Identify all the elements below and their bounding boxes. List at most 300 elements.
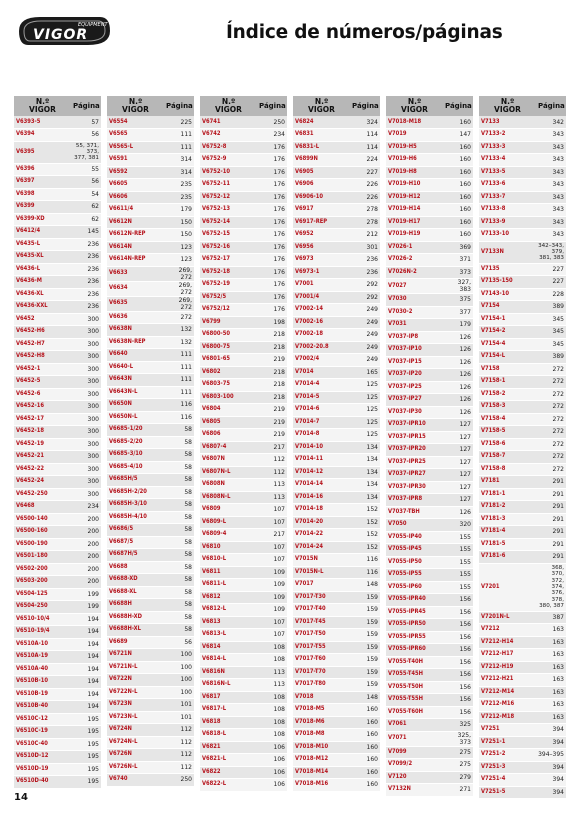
part-number-cell: V7014-24 (293, 541, 350, 554)
table-row (14, 326, 101, 339)
page-cell: 155 (443, 569, 473, 582)
page-cell: 377 (443, 306, 473, 319)
page-cell: 56 (71, 129, 101, 142)
part-number-cell: V7019-H12 (386, 191, 443, 204)
part-number-cell: V7055-IP40 (386, 531, 443, 544)
table-row (386, 456, 473, 469)
page-cell: 176 (257, 216, 287, 229)
page-cell: 101 (164, 711, 194, 724)
table-row (200, 729, 287, 742)
table-row (386, 154, 473, 167)
page-cell: 176 (257, 141, 287, 154)
table-row (293, 366, 380, 379)
table-row (14, 501, 101, 514)
part-number-cell: V6807N-L (200, 466, 257, 479)
table-row (386, 356, 473, 369)
page-cell: 176 (257, 266, 287, 279)
part-number-cell: V7037-IPR10 (386, 419, 443, 432)
table-row (200, 391, 287, 404)
table-row (386, 369, 473, 382)
page-cell: 108 (257, 654, 287, 667)
table-row (14, 276, 101, 289)
table-row (107, 536, 194, 549)
part-number-cell: V6685H-3/10 (107, 499, 164, 512)
part-number-cell: V6510-19/4 (14, 626, 71, 639)
page-cell: 126 (443, 344, 473, 357)
page-cell: 249 (350, 341, 380, 354)
part-number-cell: V7001/4 (293, 291, 350, 304)
page-cell: 58 (164, 561, 194, 574)
page-cell: 194 (71, 676, 101, 689)
part-number-cell: V6611/4 (107, 204, 164, 217)
part-number-cell: V7017-T45 (293, 616, 350, 629)
page-cell: 126 (443, 506, 473, 519)
page-cell: 56 (71, 176, 101, 189)
page-cell: 148 (350, 691, 380, 704)
table-row (200, 279, 287, 292)
page-cell: 218 (257, 366, 287, 379)
page-cell: 278 (350, 204, 380, 217)
table-row (293, 254, 380, 267)
part-number-cell: V6811 (200, 566, 257, 579)
part-number-cell: V6688-XL (107, 586, 164, 599)
index-column (386, 96, 473, 799)
page-cell: 249 (350, 316, 380, 329)
table-row (293, 591, 380, 604)
page-cell: 342–343, 379, 381, 383 (536, 241, 566, 263)
part-number-cell: V7055-T50H (386, 681, 443, 694)
part-number-cell: V6688H-XD (107, 611, 164, 624)
table-row (386, 319, 473, 332)
table-row (386, 719, 473, 732)
page-cell: 156 (443, 644, 473, 657)
index-column (293, 96, 380, 799)
table-row (386, 204, 473, 217)
part-number-cell: V6393-5 (14, 116, 71, 129)
page-cell: 275 (443, 746, 473, 759)
part-number-cell: V7019-H10 (386, 179, 443, 192)
part-number-cell: V7251-5 (479, 786, 536, 799)
table-row (14, 638, 101, 651)
table-row (200, 416, 287, 429)
part-number-cell: V6638N-REP (107, 336, 164, 349)
page-cell: 394 (536, 761, 566, 774)
part-number-cell: V7014-6 (293, 404, 350, 417)
table-row (386, 141, 473, 154)
part-number-cell: V7154-4 (479, 338, 536, 351)
table-row (479, 661, 566, 674)
part-number-cell: V7030 (386, 294, 443, 307)
part-number-cell: V7133-5 (479, 166, 536, 179)
table-row (14, 288, 101, 301)
page-cell: 300 (71, 338, 101, 351)
table-row (200, 479, 287, 492)
part-number-cell: V7212 (479, 624, 536, 637)
part-number-cell: V6500-190 (14, 538, 71, 551)
part-number-cell: V7133N (479, 241, 536, 263)
page-cell: 394 (536, 736, 566, 749)
table-row (293, 379, 380, 392)
part-number-cell: V6640-L (107, 361, 164, 374)
table-row (386, 394, 473, 407)
page-cell: 108 (257, 641, 287, 654)
page-cell: 291 (536, 476, 566, 489)
page-cell: 200 (71, 513, 101, 526)
page-cell: 109 (257, 579, 287, 592)
table-row (107, 116, 194, 129)
page-cell: 212 (350, 229, 380, 242)
part-number-cell: V6502-200 (14, 563, 71, 576)
part-number-cell: V7120 (386, 771, 443, 784)
table-row (107, 499, 194, 512)
svg-text:VIGOR: VIGOR (33, 27, 89, 43)
part-number-cell: V7158-7 (479, 451, 536, 464)
table-row (386, 706, 473, 719)
part-number-cell: V6800-75 (200, 341, 257, 354)
page-cell: 109 (257, 604, 287, 617)
page-cell: 198 (257, 316, 287, 329)
page-cell: 58 (164, 424, 194, 437)
page-cell: 152 (350, 529, 380, 542)
table-row (386, 431, 473, 444)
page-cell: 160 (443, 179, 473, 192)
page-cell: 165 (350, 366, 380, 379)
page-cell: 200 (71, 563, 101, 576)
table-row (386, 656, 473, 669)
part-number-cell: V6799 (200, 316, 257, 329)
table-row (293, 466, 380, 479)
part-number-cell: V6812-L (200, 604, 257, 617)
part-number-cell: V6397 (14, 176, 71, 189)
table-row (14, 476, 101, 489)
part-number-cell: V7133-6 (479, 179, 536, 192)
page-cell: 134 (350, 479, 380, 492)
table-row (293, 529, 380, 542)
table-row (386, 669, 473, 682)
page-cell: 389 (536, 351, 566, 364)
page-cell: 218 (257, 391, 287, 404)
page-cell: 111 (164, 386, 194, 399)
part-number-cell: V6395 (14, 141, 71, 163)
part-number-cell: V6592 (107, 166, 164, 179)
part-number-cell: V7055-T45H (386, 669, 443, 682)
table-row (293, 741, 380, 754)
page-cell: 148 (350, 579, 380, 592)
table-row (107, 636, 194, 649)
part-number-cell: V7212-M18 (479, 711, 536, 724)
table-row (293, 679, 380, 692)
page-cell: 272 (536, 438, 566, 451)
table-row (200, 366, 287, 379)
table-row (107, 179, 194, 192)
table-row (107, 191, 194, 204)
table-row (200, 541, 287, 554)
part-number-cell: V7037-IP10 (386, 344, 443, 357)
part-number-cell: V6638N (107, 324, 164, 337)
table-row (107, 736, 194, 749)
page-cell: 160 (443, 166, 473, 179)
table-row (107, 166, 194, 179)
index-column (200, 96, 287, 799)
table-row (479, 154, 566, 167)
page-cell: 300 (71, 326, 101, 339)
part-number-cell: V6510D-40 (14, 776, 71, 789)
page-cell: 160 (443, 229, 473, 242)
part-number-cell: V6510B-19 (14, 688, 71, 701)
part-number-cell: V6412/4 (14, 226, 71, 239)
part-number-cell: V7037-IP20 (386, 369, 443, 382)
page-cell: 279 (443, 771, 473, 784)
part-number-cell: V6500-160 (14, 526, 71, 539)
table-row (293, 504, 380, 517)
table-row (293, 241, 380, 254)
page-header: Página (257, 96, 287, 116)
part-number-cell: V6805 (200, 416, 257, 429)
page-cell: 58 (164, 449, 194, 462)
part-number-cell: V7017-T40 (293, 604, 350, 617)
part-number-cell: V7018 (293, 691, 350, 704)
part-number-cell: V7017-T55 (293, 641, 350, 654)
part-number-cell: V6452-250 (14, 488, 71, 501)
part-number-cell: V7158 (479, 363, 536, 376)
part-number-cell: V6605 (107, 179, 164, 192)
table-row (107, 411, 194, 424)
part-number-cell: V6816N-L (200, 679, 257, 692)
page-cell: 300 (71, 388, 101, 401)
part-number-cell: V6452-19 (14, 438, 71, 451)
table-row (14, 763, 101, 776)
table-row (14, 313, 101, 326)
part-number-cell: V6452-H6 (14, 326, 71, 339)
part-number-cell: V6612N (107, 216, 164, 229)
page-cell: 194 (71, 613, 101, 626)
part-number-cell: V7037-IP25 (386, 381, 443, 394)
table-row (14, 551, 101, 564)
table-row (479, 141, 566, 154)
part-number-cell: V7133-8 (479, 204, 536, 217)
table-row (386, 531, 473, 544)
page-number: 14 (14, 792, 28, 803)
part-number-cell: V6822 (200, 766, 257, 779)
part-number-cell: V7212-H14 (479, 636, 536, 649)
page-cell: 145 (71, 226, 101, 239)
part-number-cell: V7014-7 (293, 416, 350, 429)
part-number-cell: V7026-1 (386, 241, 443, 254)
page-cell: 160 (443, 154, 473, 167)
part-number-cell: V7099 (386, 746, 443, 759)
table-row (107, 254, 194, 267)
table-row (479, 488, 566, 501)
table-row (200, 216, 287, 229)
table-row (293, 516, 380, 529)
part-number-cell: V6803-75 (200, 379, 257, 392)
page-cell: 269, 272 (164, 281, 194, 296)
page-cell: 159 (350, 654, 380, 667)
table-row (479, 179, 566, 192)
page-cell: 156 (443, 631, 473, 644)
table-row (293, 441, 380, 454)
table-row (200, 116, 287, 129)
page-cell: 106 (257, 741, 287, 754)
page-cell: 291 (536, 501, 566, 514)
page-cell: 156 (443, 594, 473, 607)
part-number-cell: V7019-H6 (386, 154, 443, 167)
part-number-cell: V6809-L (200, 516, 257, 529)
table-row (386, 519, 473, 532)
page-cell: 343 (536, 141, 566, 154)
page-cell: 218 (257, 341, 287, 354)
part-number-cell: V6636 (107, 311, 164, 324)
page-cell: 343 (536, 129, 566, 142)
table-row (386, 569, 473, 582)
part-number-cell: V6917-REP (293, 216, 350, 229)
page-cell: 160 (443, 191, 473, 204)
table-row (14, 663, 101, 676)
part-number-cell: V6640 (107, 349, 164, 362)
page-cell: 176 (257, 204, 287, 217)
part-number-cell: V6803-100 (200, 391, 257, 404)
table-row (479, 204, 566, 217)
page-cell: 292 (350, 279, 380, 292)
table-row (293, 191, 380, 204)
index-column (14, 96, 101, 799)
page-cell: 116 (164, 399, 194, 412)
part-number-cell: V7014 (293, 366, 350, 379)
page-cell: 113 (257, 679, 287, 692)
page-cell: 179 (164, 204, 194, 217)
page-cell: 272 (536, 401, 566, 414)
part-number-cell: V6752-17 (200, 254, 257, 267)
table-row (293, 479, 380, 492)
page-cell: 176 (257, 254, 287, 267)
page-cell: 58 (164, 549, 194, 562)
page-cell: 219 (257, 429, 287, 442)
page-cell: 194 (71, 651, 101, 664)
part-number-cell: V6814-L (200, 654, 257, 667)
table-row (14, 438, 101, 451)
part-number-cell: V6452-18 (14, 426, 71, 439)
table-row (107, 386, 194, 399)
table-row (293, 554, 380, 567)
page-cell: 176 (257, 166, 287, 179)
table-row (107, 324, 194, 337)
part-number-cell: V7133-7 (479, 191, 536, 204)
page-cell: 125 (350, 429, 380, 442)
table-row (293, 416, 380, 429)
page-cell: 218 (257, 329, 287, 342)
page-cell: 343 (536, 204, 566, 217)
part-number-header: N.º VIGOR (479, 96, 536, 116)
page-cell: 152 (350, 504, 380, 517)
part-number-cell: V7017-T50 (293, 629, 350, 642)
table-row (386, 279, 473, 294)
table-row (107, 204, 194, 217)
part-number-cell: V6973-1 (293, 266, 350, 279)
page-cell: 291 (536, 551, 566, 564)
index-table-grid (14, 96, 566, 799)
table-row (14, 116, 101, 129)
page-cell: 160 (350, 779, 380, 792)
part-number-cell: V6685H-4/10 (107, 511, 164, 524)
page-cell: 345 (536, 326, 566, 339)
table-row (14, 451, 101, 464)
part-number-cell: V6436-XL (14, 288, 71, 301)
table-row (107, 549, 194, 562)
page-cell: 125 (350, 416, 380, 429)
table-row (386, 254, 473, 267)
table-row (293, 691, 380, 704)
table-row (479, 338, 566, 351)
table-row (386, 306, 473, 319)
page-cell: 272 (536, 426, 566, 439)
table-row (14, 526, 101, 539)
part-number-cell: V6689 (107, 636, 164, 649)
part-number-cell: V6394 (14, 129, 71, 142)
table-row (14, 338, 101, 351)
page-cell: 217 (257, 529, 287, 542)
table-row (14, 201, 101, 214)
table-row (293, 779, 380, 792)
table-row (107, 524, 194, 537)
part-number-cell: V7181-2 (479, 501, 536, 514)
table-row (293, 766, 380, 779)
page-cell: 235 (164, 191, 194, 204)
part-number-cell: V7251-1 (479, 736, 536, 749)
table-row (14, 301, 101, 314)
page-cell: 56 (164, 636, 194, 649)
page-cell: 126 (443, 381, 473, 394)
page-cell: 236 (71, 276, 101, 289)
part-number-cell: V6643N-L (107, 386, 164, 399)
part-number-cell: V6633 (107, 266, 164, 281)
table-row (107, 774, 194, 787)
part-number-cell: V7181-4 (479, 526, 536, 539)
page-cell: 156 (443, 619, 473, 632)
table-row (386, 266, 473, 279)
table-row (107, 349, 194, 362)
table-row (107, 241, 194, 254)
part-number-cell: V6504-250 (14, 601, 71, 614)
table-row (14, 176, 101, 189)
table-row (107, 141, 194, 154)
page-cell: 275 (443, 759, 473, 772)
page-cell: 271 (443, 784, 473, 797)
page-cell: 291 (536, 526, 566, 539)
part-number-cell: V7018-M12 (293, 754, 350, 767)
table-row (386, 784, 473, 797)
table-row (200, 179, 287, 192)
page-cell: 219 (257, 354, 287, 367)
page-cell: 176 (257, 304, 287, 317)
table-row (386, 129, 473, 142)
page-cell: 227 (536, 276, 566, 289)
part-number-cell: V6688 (107, 561, 164, 574)
part-number-cell: V7037-IPR27 (386, 469, 443, 482)
table-row (14, 651, 101, 664)
page-cell: 125 (350, 391, 380, 404)
page-cell: 108 (257, 716, 287, 729)
page-cell: 107 (257, 541, 287, 554)
page-cell: 195 (71, 713, 101, 726)
page-cell: 300 (71, 476, 101, 489)
part-number-cell: V7018-M6 (293, 716, 350, 729)
table-row (386, 179, 473, 192)
part-number-cell: V6685-2/20 (107, 436, 164, 449)
page-cell: 278 (350, 216, 380, 229)
part-number-cell: V7251-3 (479, 761, 536, 774)
page-cell: 111 (164, 141, 194, 154)
page-cell: 55, 371, 373, 377, 381 (71, 141, 101, 163)
